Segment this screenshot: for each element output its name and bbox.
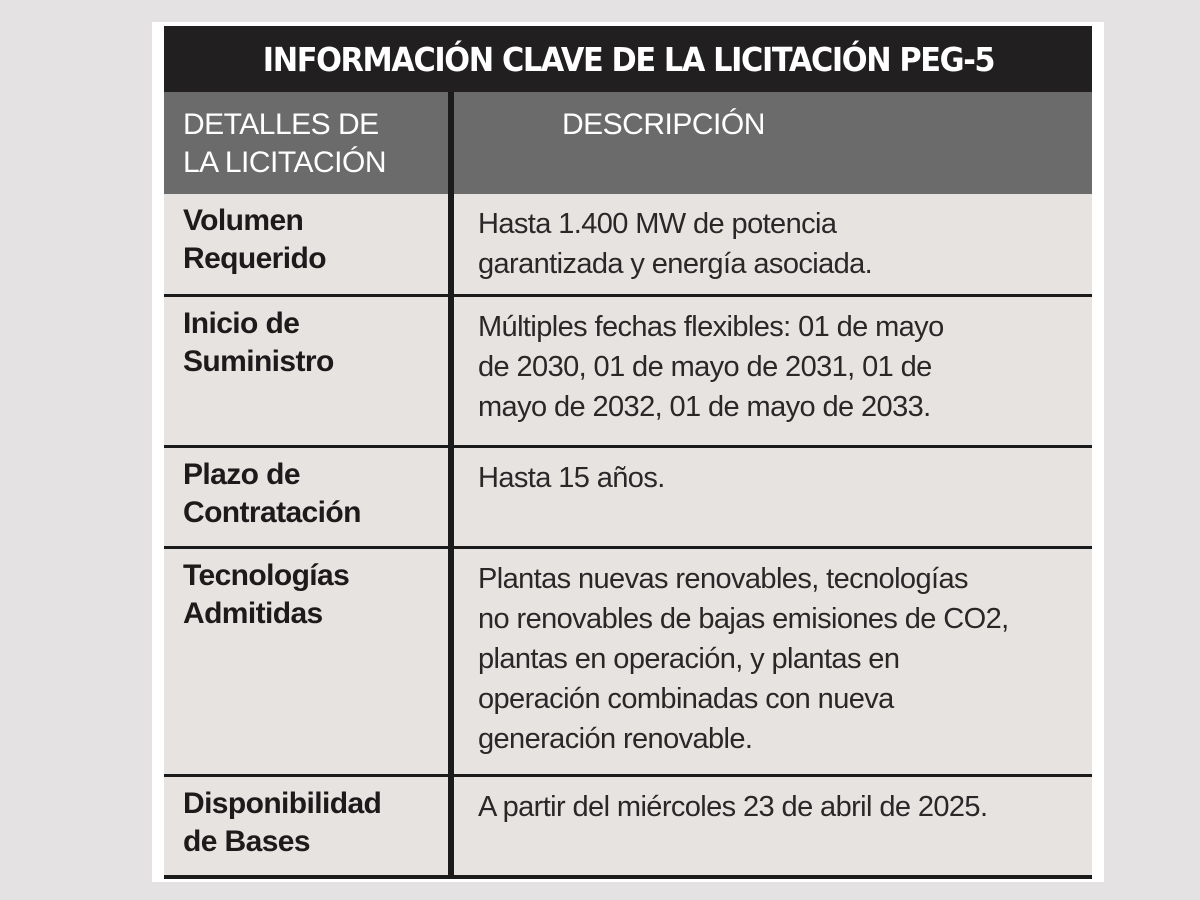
row-description-line: mayo de 2032, 01 de mayo de 2033. [478,391,931,423]
row-description [454,448,1092,546]
table-title [164,26,1092,92]
table-row-volumen [164,194,1092,297]
row-description-line: Múltiples fechas flexibles: 01 de mayo [478,311,944,343]
row-label-line: de Bases [183,825,310,858]
row-description [454,194,1092,294]
row-description-line: Hasta 15 años. [478,462,665,494]
row-label-line: Admitidas [183,597,323,630]
row-description [454,297,1092,445]
row-description-line: Plantas nuevas renovables, tecnologías [478,563,968,595]
row-description-line: no renovables de bajas emisiones de CO2, [478,603,1009,635]
table-row-tecnologias [164,549,1092,777]
table-row-disponibilidad [164,777,1092,879]
row-description-line: generación renovable. [478,723,753,755]
header-left-line: LA LICITACIÓN [183,146,387,179]
row-label [164,549,454,774]
row-description-line: de 2030, 01 de mayo de 2031, 01 de [478,351,932,383]
row-description [454,777,1092,875]
row-label-line: Volumen [183,204,304,237]
row-description-line: operación combinadas con nueva [478,683,894,715]
row-label-line: Inicio de [183,307,300,340]
row-label-line: Contratación [183,496,361,529]
licitacion-table [164,26,1092,879]
row-label-line: Plazo de [183,458,300,491]
row-label [164,194,454,294]
table-row-inicio [164,297,1092,448]
row-description [454,549,1092,774]
header-left-line: DETALLES DE [183,108,379,141]
table-title-text: INFORMACIÓN CLAVE DE LA LICITACIÓN PEG-5 [262,39,994,79]
row-label-line: Tecnologías [183,559,350,592]
row-description-line: plantas en operación, y plantas en [478,643,900,675]
document-page [152,22,1104,882]
row-label [164,448,454,546]
row-label-line: Requerido [183,242,326,275]
row-label [164,777,454,875]
table-header-row [164,92,1092,194]
table-row-plazo [164,448,1092,549]
row-description-line: A partir del miércoles 23 de abril de 2025. [478,791,988,823]
row-description-line: garantizada y energía asociada. [478,248,873,280]
header-right-cell [454,92,1092,194]
header-left-cell [164,92,454,194]
row-label-line: Suministro [183,345,334,378]
row-label [164,297,454,445]
header-right-text: DESCRIPCIÓN [562,108,765,141]
row-description-line: Hasta 1.400 MW de potencia [478,208,837,240]
row-label-line: Disponibilidad [183,787,382,820]
